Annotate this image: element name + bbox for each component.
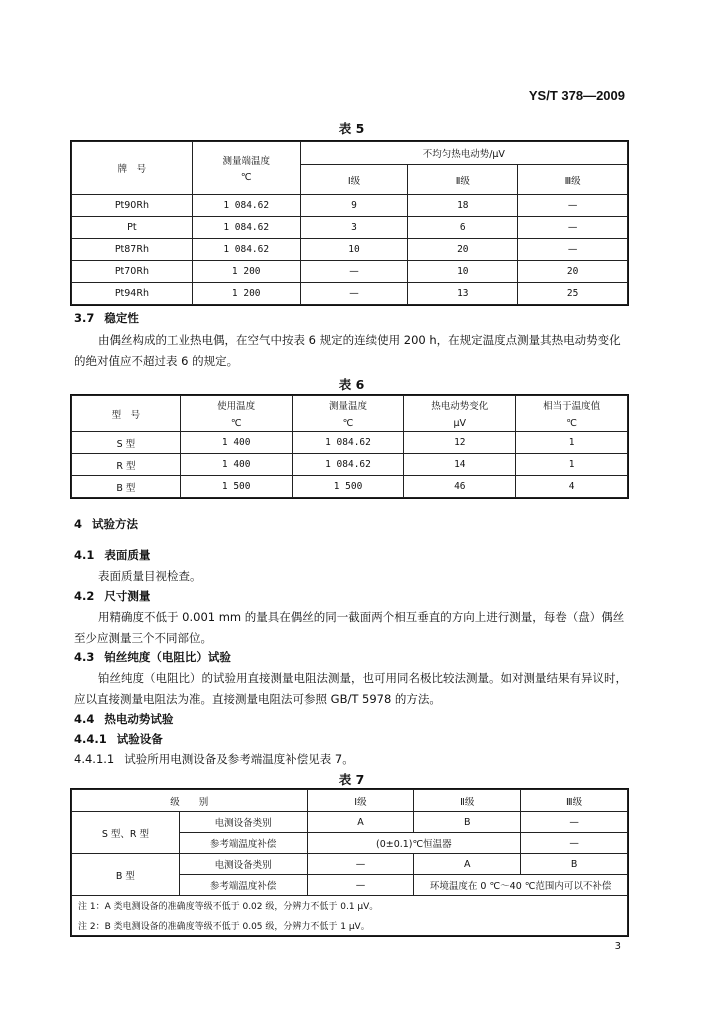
- table6-header-meas-temp: [292, 396, 404, 432]
- table6: [71, 395, 628, 498]
- table7-group-b: B 型: [72, 854, 180, 896]
- table-cell: 12: [404, 432, 516, 454]
- table-row: [72, 195, 628, 217]
- table-row: [72, 854, 628, 875]
- section-4-4-1-heading: [74, 729, 163, 750]
- table-cell: 1 500: [180, 476, 292, 498]
- table-cell: 4: [516, 476, 628, 498]
- table-cell: —: [300, 283, 408, 305]
- table-row: [72, 239, 628, 261]
- section-number: 4.4: [74, 712, 95, 726]
- table-cell: 环境温度在 0 ℃～40 ℃范围内可以不补偿: [414, 875, 628, 896]
- table-cell: —: [518, 217, 628, 239]
- section-text: 试验所用电测设备及参考端温度补偿见表 7。: [124, 752, 354, 766]
- table-cell: 1 200: [192, 283, 300, 305]
- table-cell: 9: [300, 195, 408, 217]
- table-cell: 3: [300, 217, 408, 239]
- table5-header-class-3: Ⅲ级: [518, 165, 628, 195]
- table-cell: 1 400: [180, 454, 292, 476]
- table-row: [72, 476, 628, 498]
- table6-header-use-temp: [180, 396, 292, 432]
- table-cell: Pt90Rh: [72, 195, 193, 217]
- table-cell: —: [521, 833, 628, 854]
- section-4-3-heading: [74, 647, 231, 668]
- section-4-1-paragraph: 表面质量目视检查。: [98, 569, 202, 583]
- table-cell: 20: [518, 261, 628, 283]
- section-4-1-heading: [74, 545, 150, 566]
- table-cell: B: [414, 812, 521, 833]
- table7: [71, 789, 628, 936]
- table-cell: Pt70Rh: [72, 261, 193, 283]
- table7-header-class-2: Ⅱ级: [414, 790, 521, 812]
- table-cell: 10: [300, 239, 408, 261]
- table5-caption: 表 5: [338, 121, 365, 136]
- section-title: 热电动势试验: [104, 712, 174, 726]
- table-cell: 1 084.62: [192, 195, 300, 217]
- table-cell: 20: [408, 239, 518, 261]
- section-3-7-paragraph: 由偶丝构成的工业热电偶，在空气中按表 6 规定的连续使用 200 h，在规定温度点测量其热电动势变化的绝对值应不超过表 6 的规定。: [74, 333, 621, 368]
- table-cell: Pt94Rh: [72, 283, 193, 305]
- table7-note-1: 注 1：A 类电测设备的准确度等级不低于 0.02 级，分辨力不低于 0.1 μV。: [72, 896, 628, 916]
- table6-header-use-label: 使用温度: [217, 401, 256, 412]
- table6-header-type: 型 号: [72, 396, 181, 432]
- table-cell: —: [521, 812, 628, 833]
- table-cell: 参考端温度补偿: [179, 875, 307, 896]
- table7-header-class-3: Ⅲ级: [521, 790, 628, 812]
- table-cell: 1 200: [192, 261, 300, 283]
- table5-header-emf: 不均匀热电动势/μV: [300, 142, 627, 165]
- section-title: 试验方法: [92, 517, 139, 531]
- table-row: [72, 217, 628, 239]
- section-title: 表面质量: [104, 548, 151, 562]
- table-cell: (0±0.1)℃恒温器: [307, 833, 521, 854]
- document-code: YS/T 378—2009: [528, 88, 625, 103]
- table5-header-temp: [192, 142, 300, 195]
- table5-header-grade: 牌 号: [72, 142, 193, 195]
- table-cell: 1 500: [292, 476, 404, 498]
- table-cell: B 型: [72, 476, 181, 498]
- table5-header-temp-label: 测量端温度: [222, 156, 270, 167]
- section-number: 4.1: [74, 548, 95, 562]
- table6-header-emf-change: [404, 396, 516, 432]
- table7-header-class-1: Ⅰ级: [307, 790, 414, 812]
- table-cell: 电测设备类别: [179, 812, 307, 833]
- table-cell: —: [518, 195, 628, 217]
- table-cell: —: [307, 854, 414, 875]
- section-number: 4.4.1: [74, 732, 107, 746]
- section-number: 4.4.1.1: [74, 752, 115, 766]
- section-title: 试验设备: [116, 732, 163, 746]
- table5-header-temp-unit: ℃: [240, 172, 252, 183]
- section-4-4-heading: [74, 709, 173, 730]
- table-row: [72, 812, 628, 833]
- section-title: 稳定性: [104, 311, 139, 325]
- section-number: 4.3: [74, 650, 95, 664]
- table-cell: 25: [518, 283, 628, 305]
- table-cell: 1: [516, 454, 628, 476]
- table-cell: 10: [408, 261, 518, 283]
- section-number: 4.2: [74, 589, 95, 603]
- table-cell: 14: [404, 454, 516, 476]
- table-cell: 1 400: [180, 432, 292, 454]
- table-cell: 参考端温度补偿: [179, 833, 307, 854]
- table7-group-s-r: S 型、R 型: [72, 812, 180, 854]
- table-cell: 6: [408, 217, 518, 239]
- table-cell: 13: [408, 283, 518, 305]
- table-cell: —: [307, 875, 414, 896]
- section-title: 铂丝纯度（电阻比）试验: [104, 650, 231, 664]
- table6-header-meas-unit: ℃: [342, 418, 354, 429]
- table-cell: 1 084.62: [192, 217, 300, 239]
- table-cell: 电测设备类别: [179, 854, 307, 875]
- table-cell: R 型: [72, 454, 181, 476]
- table6-header-use-unit: ℃: [230, 418, 242, 429]
- table-cell: 1 084.62: [192, 239, 300, 261]
- table6-header-equiv: [516, 396, 628, 432]
- table-cell: —: [300, 261, 408, 283]
- table-cell: S 型: [72, 432, 181, 454]
- table-cell: 1: [516, 432, 628, 454]
- table5: [71, 141, 628, 305]
- table6-caption: 表 6: [338, 377, 365, 392]
- table-cell: Pt87Rh: [72, 239, 193, 261]
- table-cell: A: [307, 812, 414, 833]
- table-cell: A: [414, 854, 521, 875]
- table5-header-class-2: Ⅱ级: [408, 165, 518, 195]
- table-cell: 1 084.62: [292, 432, 404, 454]
- table-cell: 18: [408, 195, 518, 217]
- table7-caption: 表 7: [338, 772, 365, 787]
- section-title: 尺寸测量: [104, 589, 151, 603]
- section-4-heading: [74, 514, 138, 535]
- table-cell: 46: [404, 476, 516, 498]
- table-cell: B: [521, 854, 628, 875]
- table-row: [72, 283, 628, 305]
- section-number: 3.7: [74, 311, 95, 325]
- table-cell: Pt: [72, 217, 193, 239]
- table6-header-meas-label: 测量温度: [328, 401, 367, 412]
- table7-note-2: 注 2：B 类电测设备的准确度等级不低于 0.05 级，分辨力不低于 1 μV。: [72, 916, 628, 936]
- section-number: 4: [74, 517, 83, 531]
- section-4-4-1-1-paragraph: [74, 749, 354, 770]
- table-row: [72, 454, 628, 476]
- section-3-7-heading: [74, 308, 139, 329]
- table5-header-class-1: Ⅰ级: [300, 165, 408, 195]
- table6-header-equiv-unit: ℃: [566, 418, 577, 429]
- table-row: [72, 432, 628, 454]
- table-cell: —: [518, 239, 628, 261]
- section-4-3-paragraph: 铂丝纯度（电阻比）的试验用直接测量电阻法测量，也可用同名极比较法测量。如对测量结果有异议时，应以直接测量电阻法为准。直接测量电阻法可参照 GB/T 5978 的方法。: [74, 671, 627, 706]
- section-4-2-paragraph: 用精确度不低于 0.001 mm 的量具在偶丝的同一截面两个相互垂直的方向上进行测量，每卷（盘）偶丝至少应测量三个不同部位。: [74, 610, 625, 645]
- table-row: [72, 261, 628, 283]
- table6-header-equiv-label: 相当于温度值: [543, 401, 601, 412]
- section-4-2-heading: [74, 586, 150, 607]
- table6-header-emf-label: 热电动势变化: [431, 401, 489, 412]
- table6-header-emf-unit: μV: [453, 418, 467, 429]
- table7-header-class: 级 别: [72, 790, 308, 812]
- page-number: 3: [614, 941, 621, 952]
- table-cell: 1 084.62: [292, 454, 404, 476]
